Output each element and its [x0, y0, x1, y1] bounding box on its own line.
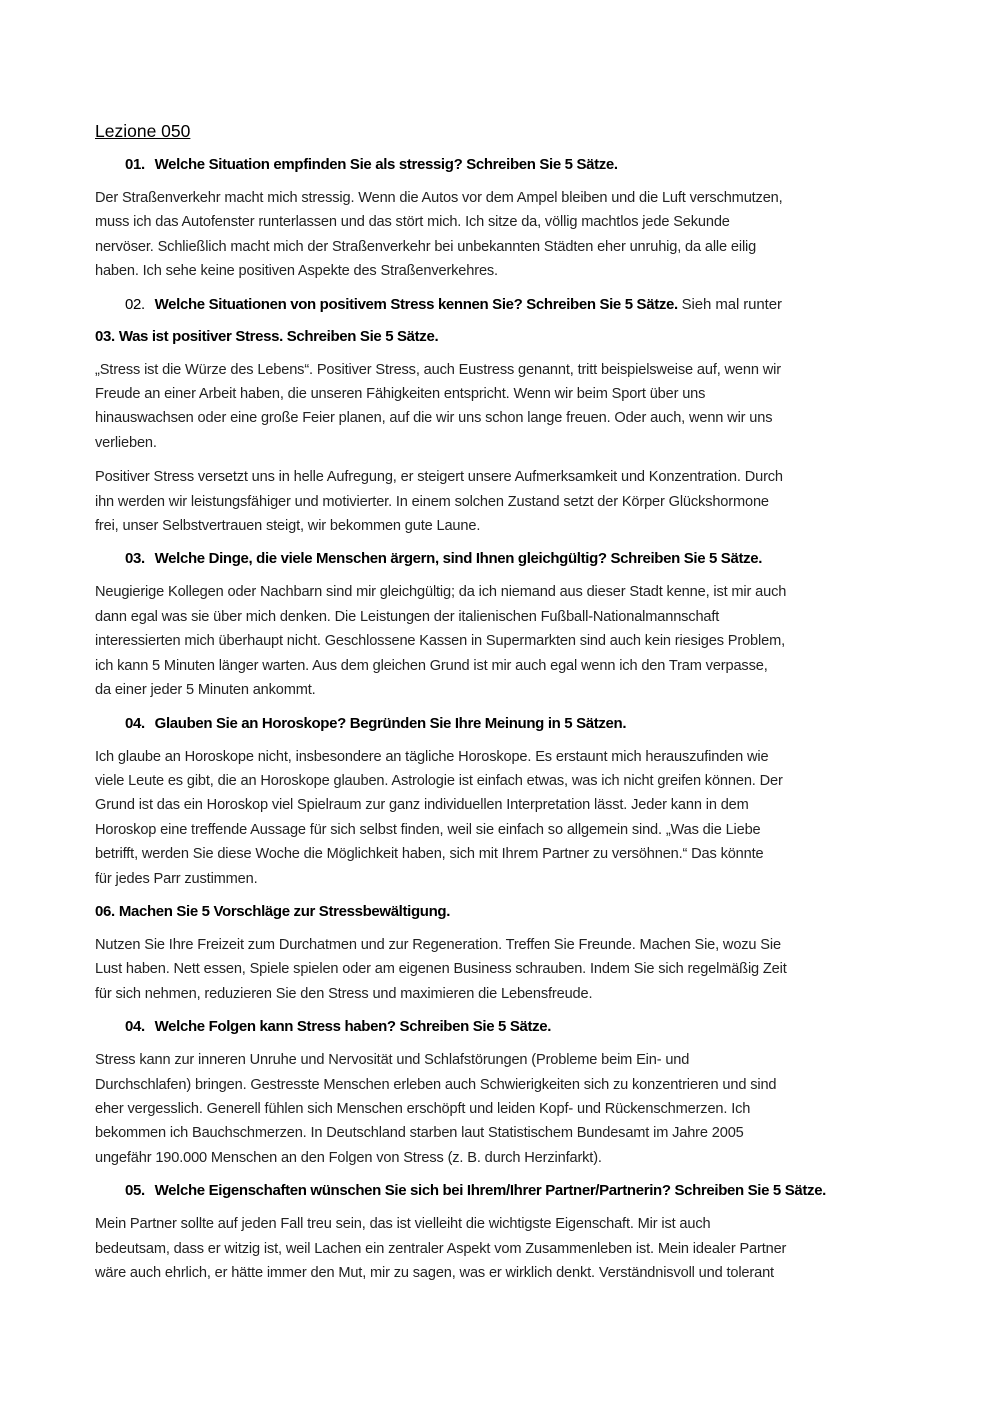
question-answer-inline: Sieh mal runter	[681, 295, 782, 313]
question-heading	[95, 901, 907, 923]
question-number: 06.	[95, 902, 115, 920]
question-number: 03.	[95, 327, 115, 345]
question-number: 05.	[125, 1182, 145, 1200]
question-heading	[95, 1016, 907, 1038]
question-number: 01.	[125, 156, 145, 173]
question-text: Welche Dinge, die viele Menschen ärgern, sind Ihnen gleichgültig? Schreiben Sie 5 Sätze.	[154, 550, 763, 568]
text-line: da einer jeder 5 Minuten ankommt.	[95, 682, 316, 699]
text-line: frei, unser Selbstvertrauen steigt, wir bekommen gute Laune.	[95, 518, 481, 535]
document-page	[95, 118, 907, 1295]
text-line: für jedes Parr zustimmen.	[95, 870, 258, 887]
text-line: Freude an einer Arbeit haben, die unseren Fähigkeiten entspricht. Wenn wir beim Sport über uns	[95, 386, 706, 403]
answer-paragraph	[95, 1048, 907, 1170]
text-line: ungefähr 190.000 Menschen an den Folgen von Stress (z. B. durch Herzinfarkt).	[95, 1149, 602, 1166]
text-line: bekommen ich Bauchschmerzen. In Deutschland starben laut Statistischem Bundesamt im Jahre 2005	[95, 1125, 744, 1142]
answer-paragraph	[95, 465, 907, 538]
answer-paragraph	[95, 358, 907, 456]
question-text: Welche Folgen kann Stress haben? Schreiben Sie 5 Sätze.	[154, 1018, 552, 1036]
text-line: betrifft, werden Sie diese Woche die Möglichkeit haben, sich mit Ihrem Partner zu versöhnen.“ Das könnte	[95, 846, 764, 863]
text-line: Ich glaube an Horoskope nicht, insbesondere an tägliche Horoskope. Es erstaunt mich herauszufinden wie	[95, 748, 769, 765]
text-line: Neugierige Kollegen oder Nachbarn sind mir gleichgültig; da ich niemand aus dieser Stadt kenne, ist mir auch	[95, 584, 787, 601]
question-heading	[95, 294, 907, 316]
text-line: nervöser. Schließlich macht mich der Straßenverkehr bei unbekannten Städten eher unruhig, da alle eilig	[95, 238, 757, 255]
answer-paragraph	[95, 933, 907, 1006]
text-line: Grund ist das ein Horoskop viel Spielraum zur ganz individuellen Interpretation lässt. Jeder kann in dem	[95, 797, 749, 814]
question-heading	[95, 548, 907, 570]
question-number: 04.	[125, 1018, 145, 1036]
text-line: Mein Partner sollte auf jeden Fall treu sein, das ist vielleiht die wichtigste Eigenschaft. Mir ist auch	[95, 1216, 711, 1233]
question-heading	[95, 1180, 907, 1202]
question-number: 03.	[125, 550, 145, 568]
question-number: 02.	[125, 295, 145, 313]
question-text: Was ist positiver Stress. Schreiben Sie 5 Sätze.	[118, 327, 439, 345]
text-line: Positiver Stress versetzt uns in helle Aufregung, er steigert unsere Aufmerksamkeit und Konzentration. Durch	[95, 469, 783, 486]
text-line: Lust haben. Nett essen, Spiele spielen oder am eigenen Business schrauben. Indem Sie sich regelmäßig Zeit	[95, 961, 787, 978]
document-title: Lezione 050	[95, 121, 191, 141]
text-line: Stress kann zur inneren Unruhe und Nervosität und Schlafstörungen (Probleme beim Ein- und	[95, 1052, 690, 1069]
text-line: ich kann 5 Minuten länger warten. Aus dem gleichen Grund ist mir auch egal wenn ich den Tram verpasse,	[95, 657, 768, 674]
text-line: hinauswachsen oder eine große Feier planen, auf die wir uns schon lange freuen. Oder auch, wenn wir uns	[95, 410, 773, 427]
text-line: verlieben.	[95, 434, 157, 451]
text-line: „Stress ist die Würze des Lebens“. Positiver Stress, auch Eustress genannt, tritt beispielsweise auf, wenn wir	[95, 361, 781, 378]
text-line: dann egal was sie über mich denken. Die Leistungen der italienischen Fußball-Nationalmannschaft	[95, 608, 720, 625]
text-line: ihn werden wir leistungsfähiger und motivierter. In einem solchen Zustand setzt der Körper Glückshormone	[95, 493, 769, 510]
text-line: Horoskop eine treffende Aussage für sich selbst finden, weil sie einfach so allgemein sind. „Was die Liebe	[95, 821, 761, 838]
text-line: interessierten mich überhaupt nicht. Geschlossene Kassen in Supermarkten sind auch kein riesiges Problem,	[95, 633, 785, 650]
question-heading	[95, 713, 907, 735]
text-line: Durchschlafen) bringen. Gestresste Menschen erleben auch Schwierigkeiten sich zu konzentrieren und sind	[95, 1076, 777, 1093]
question-text: Welche Situationen von positivem Stress kennen Sie? Schreiben Sie 5 Sätze.	[154, 295, 678, 313]
answer-paragraph	[95, 745, 907, 891]
question-heading	[95, 326, 907, 348]
question-number: 04.	[125, 714, 145, 732]
text-line: bedeutsam, dass er witzig ist, weil Lachen ein zentraler Aspekt vom Zusammenleben ist. Mein idealer Partner	[95, 1240, 787, 1257]
question-text: Glauben Sie an Horoskope? Begründen Sie Ihre Meinung in 5 Sätzen.	[154, 714, 627, 732]
text-line: Der Straßenverkehr macht mich stressig. Wenn die Autos vor dem Ampel bleiben und die Luft verschmutzen,	[95, 190, 783, 206]
text-line: Nutzen Sie Ihre Freizeit zum Durchatmen und zur Regeneration. Treffen Sie Freunde. Machen Sie, wozu Sie	[95, 936, 781, 953]
text-line: für sich nehmen, reduzieren Sie den Stress und maximieren die Lebensfreude.	[95, 985, 593, 1002]
answer-paragraph	[95, 580, 907, 702]
text-line: eher vergesslich. Generell fühlen sich Menschen erschöpft und leiden Kopf- und Rückenschmerzen. Ich	[95, 1100, 751, 1117]
text-line: muss ich das Autofenster runterlassen und das stört mich. Ich sitze da, völlig machtlos jede Sekunde	[95, 214, 730, 231]
text-line: wäre auch ehrlich, er hätte immer den Mut, mir zu sagen, was er wirklich denkt. Verständnisvoll und tolerant	[95, 1265, 774, 1281]
answer-paragraph	[95, 1212, 907, 1285]
question-text: Welche Eigenschaften wünschen Sie sich bei Ihrem/Ihrer Partner/Partnerin? Schreiben Sie 5 Sätze.	[154, 1182, 826, 1200]
text-line: viele Leute es gibt, die an Horoskope glauben. Astrologie ist einfach etwas, was ich nicht greifen können. Der	[95, 772, 783, 789]
answer-paragraph	[95, 186, 907, 284]
question-text: Welche Situation empfinden Sie als stressig? Schreiben Sie 5 Sätze.	[154, 156, 618, 173]
question-text: Machen Sie 5 Vorschläge zur Stressbewältigung.	[118, 902, 451, 920]
text-line: haben. Ich sehe keine positiven Aspekte des Straßenverkehres.	[95, 263, 498, 280]
question-heading	[95, 154, 907, 176]
